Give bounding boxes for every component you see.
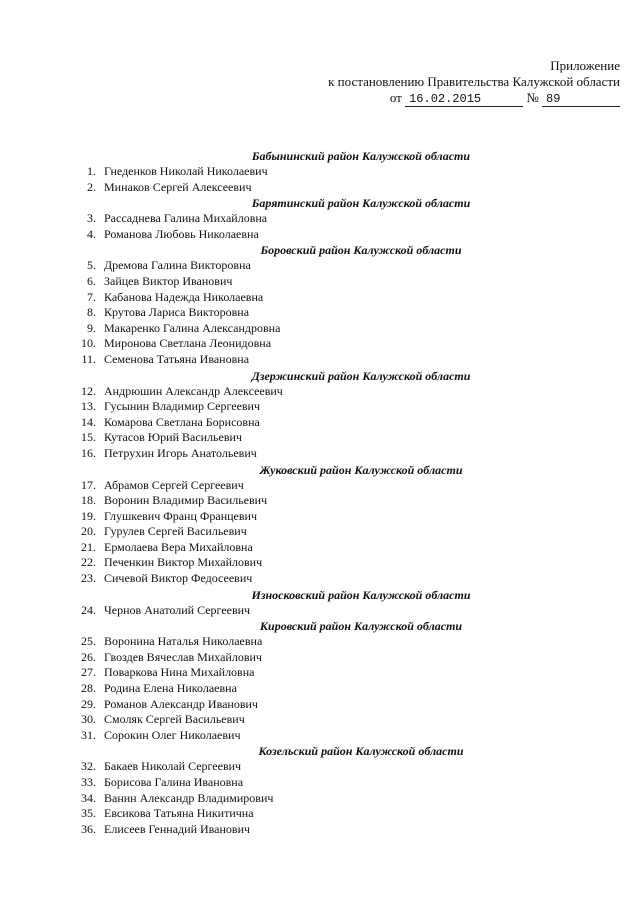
- district-heading: Кировский район Калужской области: [259, 619, 463, 634]
- district-heading: Барятинский район Калужской области: [251, 196, 471, 211]
- district-heading: Козельский район Калужской области: [258, 744, 464, 759]
- person-name: Родина Елена Николаевна: [104, 681, 237, 696]
- person-name: Ермолаева Вера Михайловна: [104, 539, 253, 554]
- person-name: Минаков Сергей Алексеевич: [104, 179, 252, 194]
- item-number: 26.: [81, 649, 96, 664]
- document-header: [328, 58, 620, 107]
- item-number: 1.: [87, 164, 96, 178]
- person-name: Зайцев Виктор Иванович: [104, 273, 233, 288]
- item-number: 14.: [81, 414, 96, 429]
- person-name: Воронин Владимир Васильевич: [104, 493, 268, 508]
- person-name: Ванин Александр Владимирович: [104, 790, 274, 805]
- item-number: 35.: [81, 806, 96, 821]
- item-number: 7.: [87, 289, 96, 304]
- person-name: Воронина Наталья Николаевна: [104, 634, 263, 649]
- person-name: Крутова Лариса Викторовна: [104, 305, 250, 320]
- list-item: [76, 509, 566, 525]
- person-name: Евсикова Татьяна Никитична: [104, 806, 254, 821]
- list-item: [76, 430, 566, 446]
- list-item: [76, 352, 566, 368]
- list-item: [76, 415, 566, 431]
- item-number: 36.: [81, 821, 96, 836]
- list-item: [76, 697, 566, 713]
- item-number: 15.: [81, 430, 96, 445]
- list-item: [76, 321, 566, 337]
- person-name: Комарова Светлана Борисовна: [104, 414, 260, 429]
- list-item: [76, 822, 566, 838]
- person-name: Чернов Анатолий Сергеевич: [104, 602, 251, 617]
- item-number: 33.: [81, 775, 96, 789]
- list-item: [76, 524, 566, 540]
- person-name: Романова Любовь Николаевна: [104, 226, 259, 241]
- date-prefix: от: [389, 90, 402, 105]
- person-name: Смоляк Сергей Васильевич: [104, 712, 245, 727]
- person-name: Абрамов Сергей Сергеевич: [104, 477, 244, 492]
- item-number: 24.: [81, 602, 96, 617]
- list-item: [76, 180, 566, 196]
- list-item: [76, 478, 566, 494]
- list-item: [76, 665, 566, 681]
- district-heading: Износковский район Калужской области: [251, 587, 471, 602]
- item-number: 4.: [87, 226, 96, 241]
- person-name: Гнеденков Николай Николаевич: [104, 164, 268, 178]
- list-item: [76, 211, 566, 227]
- person-name: Гурулев Сергей Васильевич: [104, 524, 247, 539]
- list-item: [76, 759, 566, 775]
- item-number: 10.: [81, 336, 96, 351]
- item-number: 29.: [81, 696, 96, 711]
- item-number: 19.: [81, 508, 96, 523]
- number-prefix: №: [526, 90, 539, 105]
- item-number: 32.: [81, 759, 96, 774]
- district-heading: Бабынинский район Калужской области: [251, 149, 471, 163]
- list-item: [76, 540, 566, 556]
- decree-reference: к постановлению Правительства Калужской области: [328, 74, 620, 89]
- item-number: 3.: [87, 211, 96, 226]
- person-name: Гусынин Владимир Сергеевич: [104, 399, 261, 414]
- item-number: 21.: [81, 539, 96, 554]
- district-heading: Дзержинский район Калужской области: [251, 368, 471, 383]
- person-name: Дремова Галина Викторовна: [104, 258, 251, 273]
- person-name: Кабанова Надежда Николаевна: [104, 289, 264, 304]
- list-item: [76, 290, 566, 306]
- list-item: [76, 258, 566, 274]
- list-item: [76, 399, 566, 415]
- district-heading: Жуковский район Калужской области: [259, 462, 463, 477]
- person-name: Бакаев Николай Сергеевич: [104, 759, 242, 774]
- person-name: Романов Александр Иванович: [104, 696, 258, 711]
- item-number: 27.: [81, 665, 96, 680]
- person-name: Борисова Галина Ивановна: [104, 775, 244, 789]
- item-number: 16.: [81, 445, 96, 460]
- list-item: [76, 555, 566, 571]
- item-number: 5.: [87, 258, 96, 273]
- decree-number: 89: [542, 92, 620, 107]
- list-item: [76, 336, 566, 352]
- person-name: Рассаднева Галина Михайловна: [104, 211, 268, 226]
- list-item: [76, 775, 566, 791]
- item-number: 31.: [81, 727, 96, 742]
- person-name: Гвоздев Вячеслав Михайлович: [104, 649, 262, 664]
- person-name: Макаренко Галина Александровна: [104, 320, 281, 335]
- item-number: 17.: [81, 477, 96, 492]
- item-number: 9.: [87, 320, 96, 335]
- item-number: 8.: [87, 305, 96, 320]
- item-number: 13.: [81, 399, 96, 414]
- list-item: [76, 493, 566, 509]
- list-item: [76, 650, 566, 666]
- person-name: Поваркова Нина Михайловна: [104, 665, 255, 680]
- list-item: [76, 806, 566, 822]
- people-list: [76, 148, 566, 837]
- item-number: 11.: [81, 351, 96, 366]
- item-number: 22.: [81, 555, 96, 570]
- item-number: 34.: [81, 790, 96, 805]
- list-item: [76, 384, 566, 400]
- item-number: 25.: [81, 634, 96, 649]
- district-heading: Боровский район Калужской области: [260, 243, 462, 258]
- decree-date: 16.02.2015: [405, 92, 523, 107]
- person-name: Андрюшин Александр Алексеевич: [104, 383, 283, 398]
- list-item: [76, 571, 566, 587]
- list-item: [76, 446, 566, 462]
- item-number: 30.: [81, 712, 96, 727]
- person-name: Семенова Татьяна Ивановна: [104, 351, 250, 366]
- list-item: [76, 305, 566, 321]
- person-name: Миронова Светлана Леонидовна: [104, 336, 272, 351]
- item-number: 12.: [81, 383, 96, 398]
- list-item: [76, 712, 566, 728]
- item-number: 20.: [81, 524, 96, 539]
- person-name: Печенкин Виктор Михайлович: [104, 555, 263, 570]
- list-item: [76, 728, 566, 744]
- item-number: 2.: [87, 179, 96, 194]
- item-number: 28.: [81, 681, 96, 696]
- list-item: [76, 164, 566, 180]
- person-name: Кутасов Юрий Васильевич: [104, 430, 242, 445]
- person-name: Глушкевич Франц Францевич: [104, 508, 257, 523]
- appendix-label: Приложение: [550, 58, 620, 73]
- item-number: 18.: [81, 493, 96, 508]
- person-name: Сорокин Олег Николаевич: [104, 727, 241, 742]
- list-item: [76, 603, 566, 619]
- person-name: Елисеев Геннадий Иванович: [104, 821, 251, 836]
- list-item: [76, 274, 566, 290]
- date-number-row: [328, 90, 620, 107]
- list-item: [76, 227, 566, 243]
- item-number: 23.: [81, 571, 96, 586]
- person-name: Петрухин Игорь Анатольевич: [104, 445, 257, 460]
- person-name: Сичевой Виктор Федосеевич: [104, 571, 253, 586]
- list-item: [76, 681, 566, 697]
- list-item: [76, 791, 566, 807]
- list-item: [76, 634, 566, 650]
- item-number: 6.: [87, 273, 96, 288]
